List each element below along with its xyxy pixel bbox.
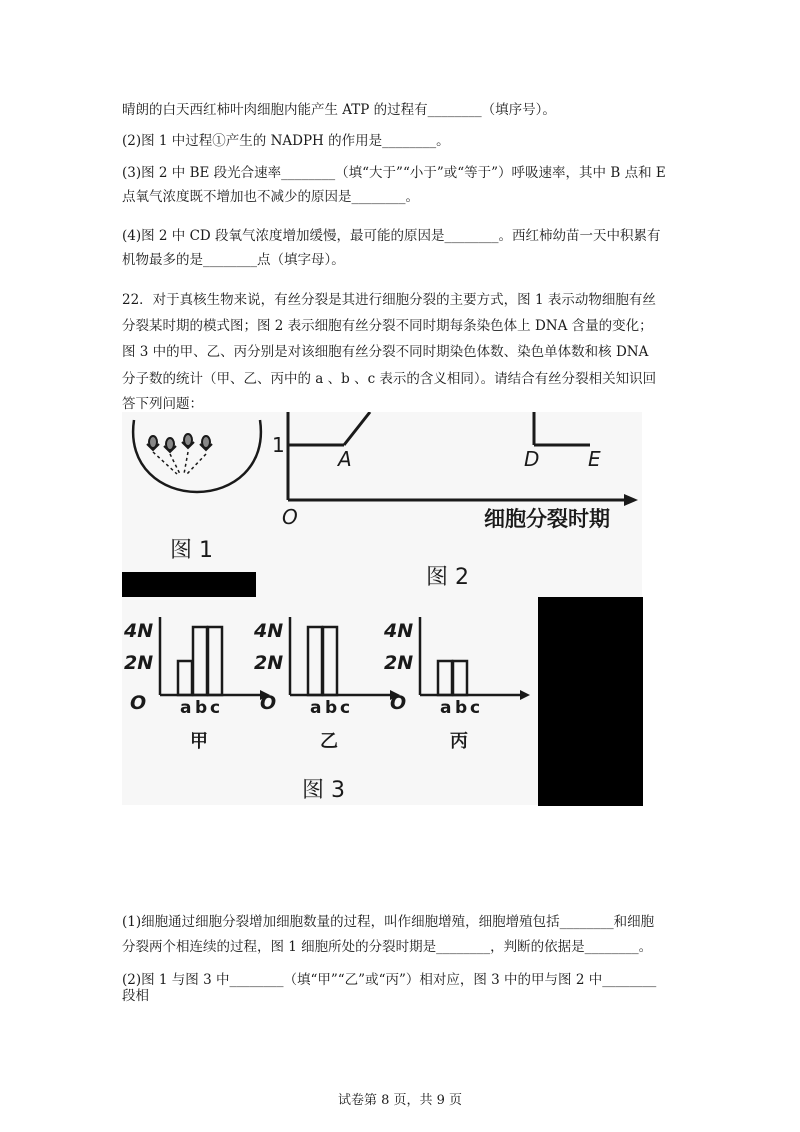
- spindle-fibers: [153, 452, 206, 474]
- chart-1-bar-b: [323, 627, 337, 695]
- figure-1-caption: 图 1: [170, 538, 213, 563]
- chart-2-tick-2n: 2N: [384, 652, 414, 674]
- point-label-a: A: [338, 447, 352, 471]
- chart-1-category-c: c: [340, 698, 351, 718]
- y-tick-label: 1: [272, 433, 285, 457]
- chart-2-tick-4n: 4N: [384, 620, 414, 642]
- chromosomes: [147, 434, 212, 452]
- redaction-block-2: [538, 597, 643, 806]
- chart-0-bar-a: [178, 661, 192, 695]
- question-2-line-1: (2)图 1 与图 3 中________（填“甲”“乙”或“丙”）相对应，图 3 中的甲与图 2 中________: [122, 972, 657, 988]
- chart-0-category-b: b: [195, 698, 208, 718]
- figure-2-caption: 图 2: [426, 565, 469, 590]
- chart-2-arrow: [520, 690, 530, 700]
- chart-2-category-a: a: [440, 698, 452, 718]
- chart-2-bar-b: [453, 661, 467, 695]
- chart-0-origin: O: [130, 692, 147, 714]
- question-22-line-1: 22．对于真核生物来说，有丝分裂是其进行细胞分裂的主要方式，图 1 表示动物细胞有丝: [122, 292, 656, 308]
- chart-0-tick-2n: 2N: [124, 652, 154, 674]
- chart-1-tick-2n: 2N: [254, 652, 284, 674]
- text-line-6: 机物最多的是________点（填字母）。: [122, 252, 345, 268]
- text-line-5: (4)图 2 中 CD 段氧气浓度增加缓慢，最可能的原因是________。西红柿幼苗一天中积累有: [122, 228, 661, 244]
- question-22-line-3: 图 3 中的甲、乙、丙分别是对该细胞有丝分裂不同时期染色体数、染色单体数和核 DNA: [122, 344, 649, 360]
- chart-2-category-c: c: [470, 698, 481, 718]
- text-line-3: (3)图 2 中 BE 段光合速率________（填“大于”“小于”或“等于”）呼吸速率，其中 B 点和 E: [122, 165, 666, 181]
- chart-2-name: 丙: [450, 731, 468, 752]
- x-axis-arrow: [624, 494, 638, 506]
- cell-outline: [133, 420, 261, 492]
- chart-1-tick-4n: 4N: [254, 620, 284, 642]
- text-line-2: (2)图 1 中过程①产生的 NADPH 的作用是________。: [122, 133, 450, 149]
- x-axis-label: 细胞分裂时期: [484, 507, 610, 531]
- chart-2-bar-a: [438, 661, 452, 695]
- question-22-line-5: 答下列问题：: [122, 396, 203, 412]
- chart-0-name: 甲: [190, 731, 208, 752]
- chart-1-origin: O: [260, 692, 277, 714]
- question-1-line-1: (1)细胞通过细胞分裂增加细胞数量的过程，叫作细胞增殖，细胞增殖包括________和细胞: [122, 914, 655, 930]
- chart-0-category-a: a: [180, 698, 192, 718]
- curve-segment-rise: [344, 412, 370, 445]
- page-footer: 试卷第 8 页，共 9 页: [337, 1093, 463, 1108]
- origin-label: O: [282, 505, 298, 529]
- text-line-4: 点氧气浓度既不增加也不减少的原因是________。: [122, 189, 419, 205]
- chart-2-category-b: b: [455, 698, 468, 718]
- chart-0-tick-4n: 4N: [124, 620, 154, 642]
- point-label-e: E: [588, 447, 601, 471]
- chart-0-category-c: c: [210, 698, 221, 718]
- figure-3-caption: 图 3: [302, 778, 345, 803]
- question-22-line-4: 分子数的统计（甲、乙、丙中的 a 、b 、c 表示的含义相同）。请结合有丝分裂相关知识回: [122, 371, 657, 387]
- chart-1-category-b: b: [325, 698, 338, 718]
- question-2-line-2: 段相: [122, 988, 149, 1004]
- question-1-line-2: 分裂两个相连续的过程，图 1 细胞所处的分裂时期是________，判断的依据是________。: [122, 939, 653, 955]
- chart-0-bar-b: [193, 627, 207, 695]
- text-line-1: 晴朗的白天西红柿叶肉细胞内能产生 ATP 的过程有________（填序号）。: [122, 102, 556, 118]
- chart-1-name: 乙: [320, 731, 338, 752]
- chart-0-bar-c: [208, 627, 222, 695]
- chart-1-bar-a: [308, 627, 322, 695]
- question-22-line-2: 分裂某时期的模式图；图 2 表示细胞有丝分裂不同时期每条染色体上 DNA 含量的变化；: [122, 318, 653, 334]
- figure-2: [272, 412, 642, 598]
- redaction-block-1: [122, 572, 256, 597]
- figure-3: [122, 597, 538, 805]
- point-label-d: D: [524, 447, 540, 471]
- figure-1: [122, 412, 272, 598]
- chart-2-origin: O: [390, 692, 407, 714]
- chart-1-category-a: a: [310, 698, 322, 718]
